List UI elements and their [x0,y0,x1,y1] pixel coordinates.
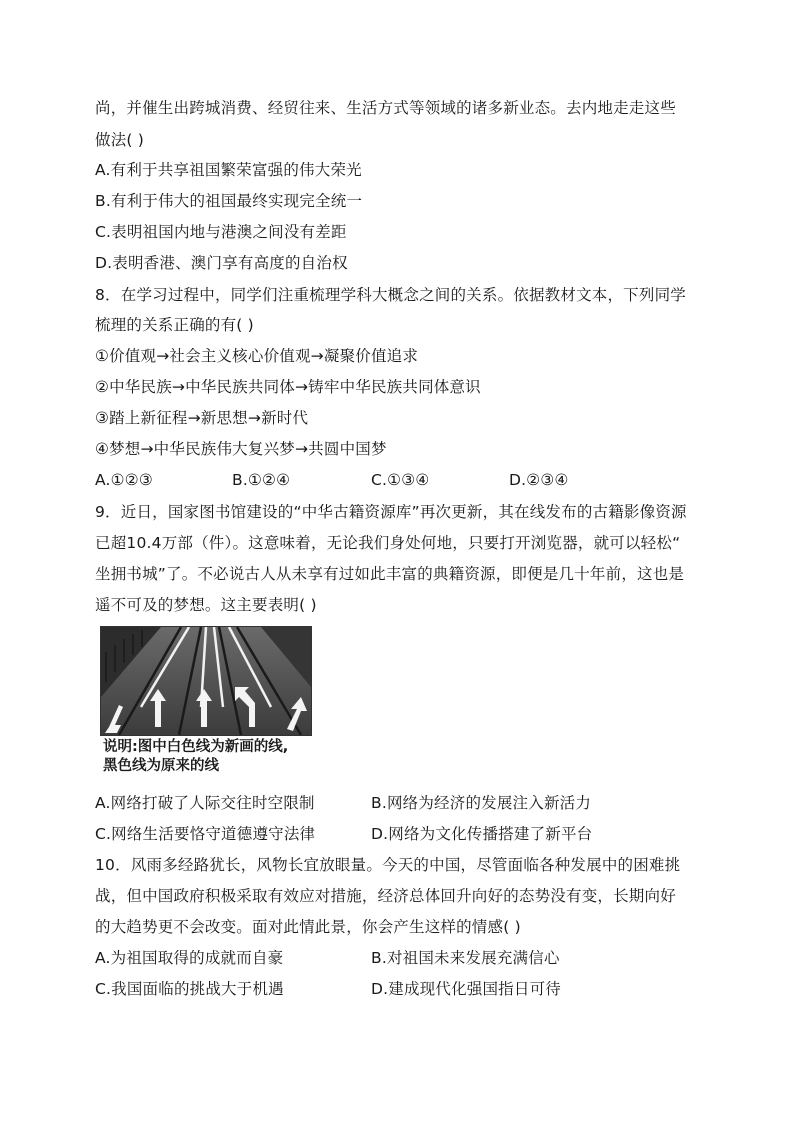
q8-item-1: ①价值观→社会主义核心价值观→凝聚价值追求 [95,347,419,365]
q8-option-b: B.①②④ [232,471,291,489]
q10-option-c: C.我国面临的挑战大于机遇 [95,980,284,998]
q7-option-b: B.有利于伟大的祖国最终实现完全统一 [95,192,363,210]
q10-stem-line-1: 10．风雨多经路犹长，风物长宜放眼量。今天的中国，尽管面临各种发展中的困难挑 [95,856,681,874]
q10-option-d: D.建成现代化强国指日可待 [371,980,561,998]
q8-item-2: ②中华民族→中华民族共同体→铸牢中华民族共同体意识 [95,378,481,396]
q8-stem-line-2: 梳理的关系正确的有( ) [95,316,254,334]
q9-stem-line-4: 遥不可及的梦想。这主要表明( ) [95,596,317,614]
q8-option-a: A.①②③ [95,471,153,489]
figure-caption-line-1: 说明:图中白色线为新画的线, [103,739,289,755]
figure-caption-line-2: 黑色线为原来的线 [103,758,219,774]
q7-option-a: A.有利于共享祖国繁荣富强的伟大荣光 [95,161,362,179]
q8-item-4: ④梦想→中华民族伟大复兴梦→共圆中国梦 [95,440,387,458]
q7-option-d: D.表明香港、澳门享有高度的自治权 [95,254,348,272]
q9-option-c: C.网络生活要恪守道德遵守法律 [95,825,316,843]
q8-option-c: C.①③④ [371,471,430,489]
q9-stem-line-1: 9．近日，国家图书馆建设的“中华古籍资源库”再次更新，其在线发布的古籍影像资源 [95,503,687,521]
q7-option-c: C.表明祖国内地与港澳之间没有差距 [95,223,347,241]
q10-stem-line-3: 的大趋势更不会改变。面对此情此景，你会产生这样的情感( ) [95,918,521,936]
q10-option-a: A.为祖国取得的成就而自豪 [95,949,284,967]
q10-option-b: B.对祖国未来发展充满信心 [371,949,560,967]
q9-option-a: A.网络打破了人际交往时空限制 [95,794,315,812]
q8-stem-line-1: 8．在学习过程中，同学们注重梳理学科大概念之间的关系。依据教材文本，下列同学 [95,286,686,304]
q9-stem-line-3: 坐拥书城”了。不必说古人从未享有过如此丰富的典籍资源，即便是几十年前，这也是 [95,565,685,583]
q8-option-d: D.②③④ [509,471,569,489]
q9-option-b: B.网络为经济的发展注入新活力 [371,794,592,812]
q7-stem-line-1: 尚，并催生出跨城消费、经贸往来、生活方式等领域的诸多新业态。去内地走走这些 [95,99,676,117]
q9-stem-line-2: 已超10.4万部（件）。这意味着，无论我们身处何地，只要打开浏览器，就可以轻松“ [95,534,681,552]
q8-item-3: ③踏上新征程→新思想→新时代 [95,409,309,427]
road-lane-marking-photo [100,626,312,736]
q9-option-d: D.网络为文化传播搭建了新平台 [371,825,593,843]
q7-stem-line-2: 做法( ) [95,131,145,149]
q10-stem-line-2: 战，但中国政府积极采取有效应对措施，经济总体回升向好的态势没有变，长期向好 [95,887,676,905]
